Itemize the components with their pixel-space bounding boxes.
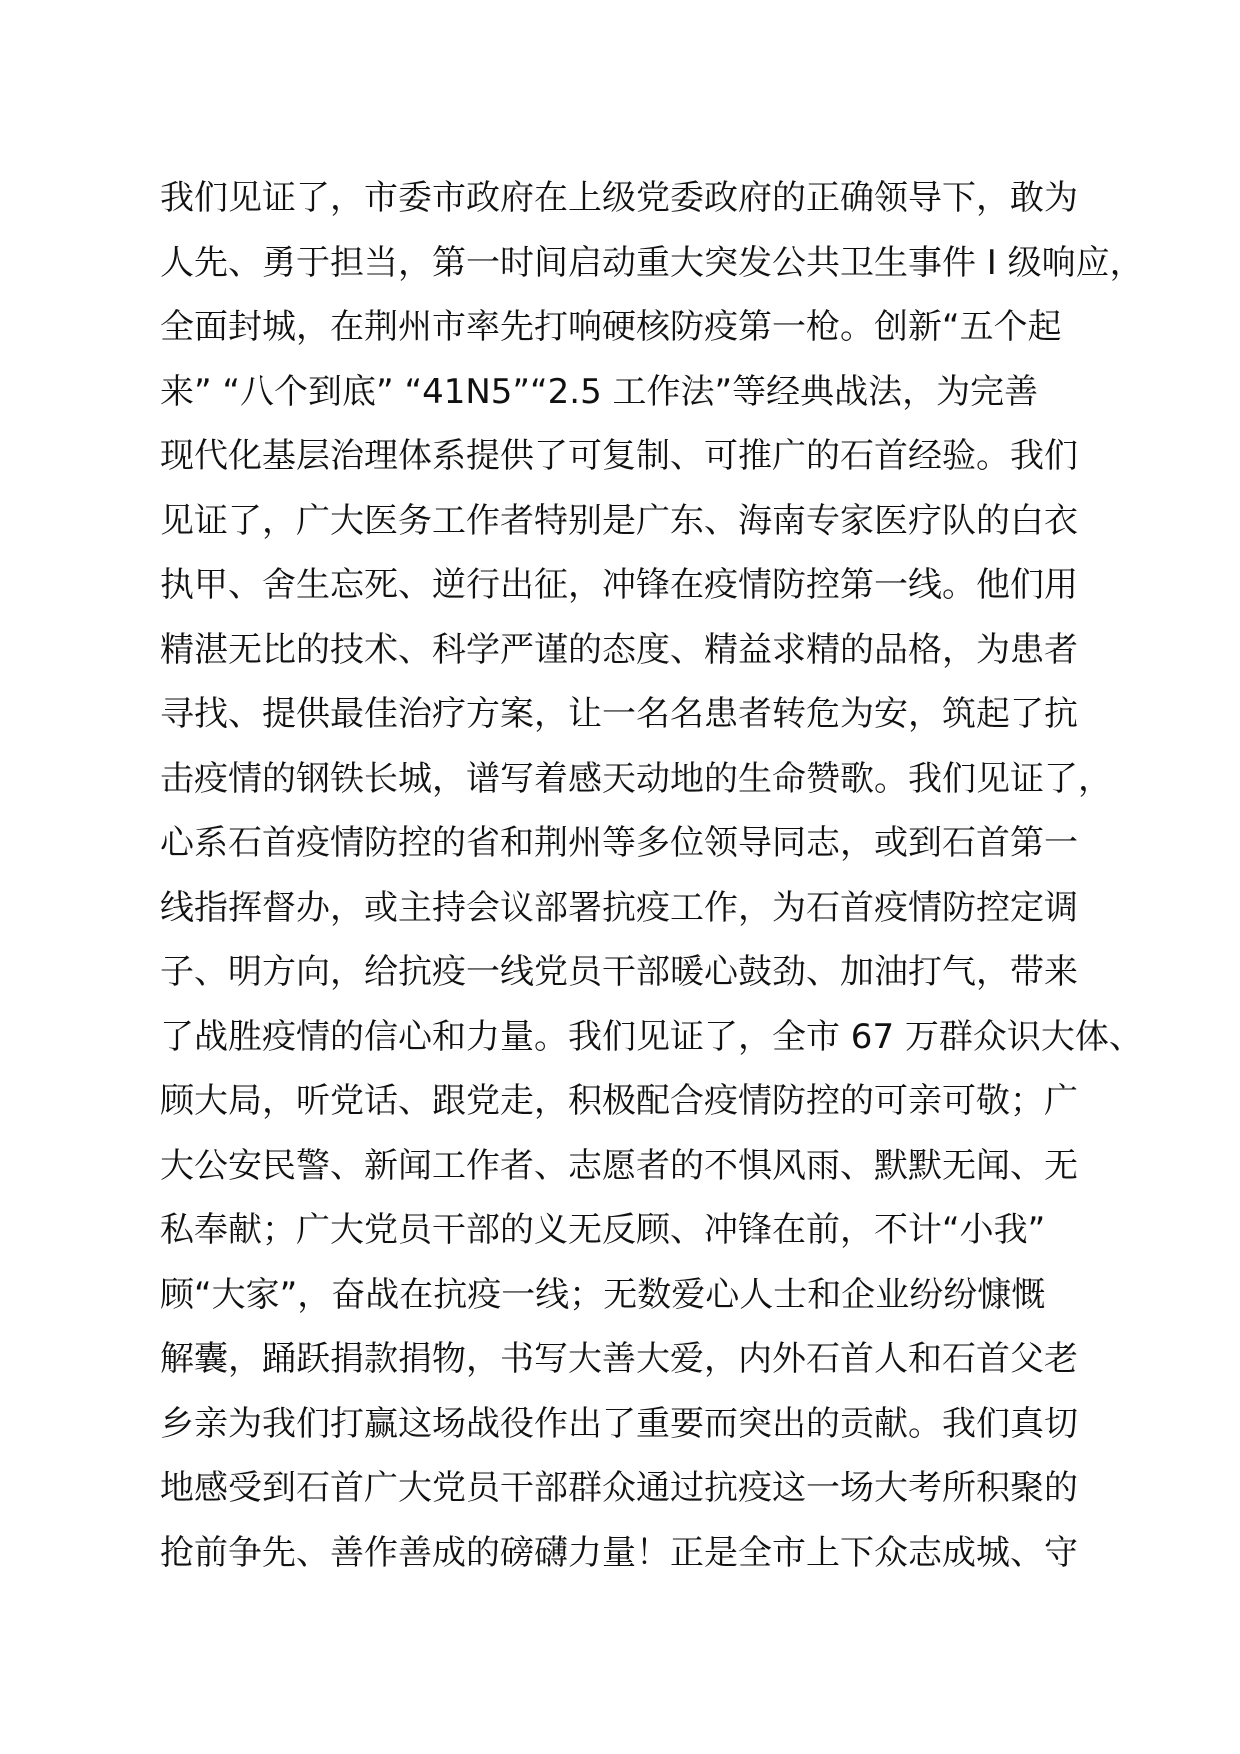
text-line: 大公安民警、新闻工作者、志愿者的不惧风雨、默默无闻、无 (160, 1145, 1078, 1186)
text-line: 来” “八个到底” “41N5”“2.5 工作法”等经典战法，为完善 (160, 371, 1039, 412)
text-line: 我们见证了，市委市政府在上级党委政府的正确领导下，敢为 (160, 178, 1078, 218)
text-line: 子、明方向，给抗疫一线党员干部暖心鼓劲、加油打气，带来 (160, 952, 1078, 992)
text-line: 解囊，踊跃捐款捐物，书写大善大爱，内外石首人和石首父老 (160, 1339, 1078, 1379)
text-line: 线指挥督办，或主持会议部署抗疫工作，为石首疫情防控定调 (160, 887, 1078, 928)
text-line: 乡亲为我们打赢这场战役作出了重要而突出的贡献。我们真切 (160, 1403, 1078, 1444)
text-line: 执甲、舍生忘死、逆行出征，冲锋在疫情防控第一线。他们用 (160, 565, 1078, 605)
text-line: 精湛无比的技术、科学严谨的态度、精益求精的品格，为患者 (160, 629, 1078, 670)
text-line: 了战胜疫情的信心和力量。我们见证了，全市 67 万群众识大体、 (160, 1016, 1143, 1057)
text-line: 见证了，广大医务工作者特别是广东、海南专家医疗队的白衣 (160, 500, 1078, 541)
text-line: 心系石首疫情防控的省和荆州等多位领导同志，或到石首第一 (160, 823, 1078, 863)
text-line: 顾“大家”，奋战在抗疫一线；无数爱心人士和企业纷纷慷慨 (160, 1274, 1046, 1315)
text-line: 人先、勇于担当，第一时间启动重大突发公共卫生事件 I 级响应， (160, 242, 1144, 283)
text-line: 地感受到石首广大党员干部群众通过抗疫这一场大考所积聚的 (160, 1468, 1078, 1508)
text-line: 抢前争先、善作善成的磅礴力量！正是全市上下众志成城、守 (160, 1532, 1078, 1573)
text-line: 全面封城，在荆州市率先打响硬核防疫第一枪。创新“五个起 (160, 307, 1062, 347)
text-line: 现代化基层治理体系提供了可复制、可推广的石首经验。我们 (160, 436, 1078, 476)
text-line: 顾大局，听党话、跟党走，积极配合疫情防控的可亲可敬；广 (160, 1081, 1078, 1121)
text-line: 击疫情的钢铁长城，谱写着感天动地的生命赞歌。我们见证了， (160, 758, 1112, 799)
body-paragraph (160, 166, 1144, 1585)
text-line: 私奉献；广大党员干部的义无反顾、冲锋在前，不计“小我” (160, 1210, 1046, 1250)
text-line: 寻找、提供最佳治疗方案，让一名名患者转危为安，筑起了抗 (160, 694, 1078, 734)
